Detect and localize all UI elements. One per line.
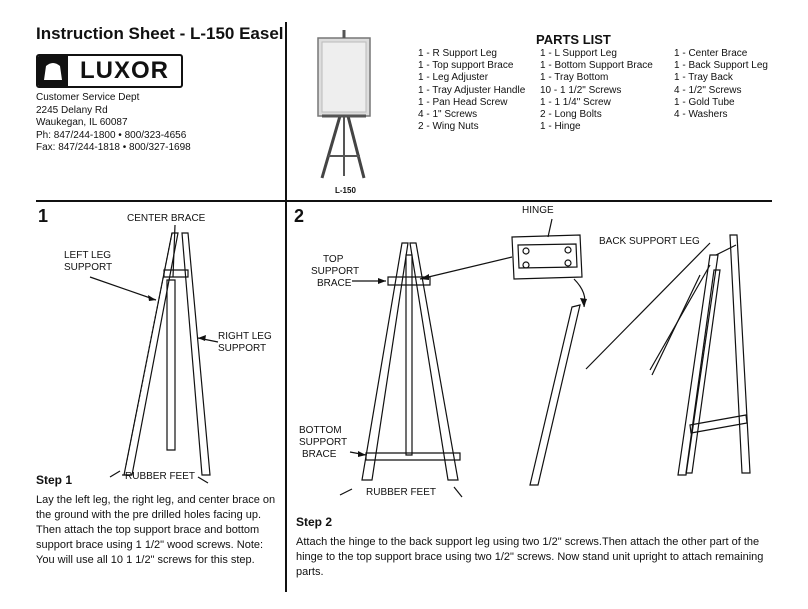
part-item: 1 - Pan Head Screw (418, 96, 508, 108)
part-item: 1 - Tray Adjuster Handle (418, 84, 526, 96)
luxor-logo (36, 54, 183, 88)
step1-label: Step 1 (36, 473, 73, 487)
vertical-divider (285, 22, 287, 592)
bottom-support-brace-label-3: BRACE (302, 449, 337, 460)
contact-line: Waukegan, IL 60087 (36, 117, 128, 129)
parts-row (418, 109, 774, 121)
part-item: 1 - Gold Tube (674, 96, 735, 108)
center-brace-label: CENTER BRACE (127, 213, 206, 224)
parts-row (418, 48, 774, 60)
part-item: 1 - Back Support Leg (674, 60, 768, 72)
part-item: 1 - Tray Bottom (540, 72, 609, 84)
right-leg-label: RIGHT LEG (218, 331, 272, 342)
right-leg-label-2: SUPPORT (218, 343, 267, 354)
contact-info (36, 92, 191, 155)
parts-row (418, 85, 774, 97)
parts-row (418, 97, 774, 109)
part-item: 4 - 1" Screws (418, 109, 478, 121)
easel-caption: L-150 (335, 186, 356, 195)
logo-text: LUXOR (80, 57, 169, 84)
step2-text: Attach the hinge to the back support leg using two 1/2" screws.Then attach the other part of the hinge to the top support brace using two 1/2" screws. Now stand unit upright to attach remaining parts. (296, 536, 764, 578)
part-item: 10 - 1 1/2" Screws (540, 84, 622, 96)
step2-number: 2 (294, 206, 305, 226)
part-item: 1 - Center Brace (674, 48, 748, 59)
part-item: 1 - L Support Leg (540, 48, 617, 59)
part-item: 4 - 1/2" Screws (674, 84, 742, 96)
part-item: 2 - Long Bolts (540, 109, 602, 121)
hinge-label: HINGE (522, 205, 554, 216)
rubber-feet-label-2: RUBBER FEET (366, 487, 437, 498)
part-item (674, 121, 774, 133)
contact-line: Fax: 847/244-1818 • 800/327-1698 (36, 142, 191, 154)
bottom-support-brace-label-2: SUPPORT (299, 437, 348, 448)
easel-photo (300, 28, 390, 188)
contact-line: 2245 Delany Rd (36, 104, 108, 116)
rubber-feet-label: RUBBER FEET (125, 471, 196, 482)
part-item: 1 - R Support Leg (418, 48, 497, 59)
step2-label: Step 2 (296, 515, 333, 529)
part-item: 2 - Wing Nuts (418, 121, 479, 133)
contact-line: Ph: 847/244-1800 • 800/323-4656 (36, 129, 187, 141)
parts-row (418, 72, 774, 84)
bottom-support-brace-label: BOTTOM (299, 425, 342, 436)
left-leg-label: LEFT LEG (64, 250, 112, 261)
part-item: 1 - Tray Back (674, 72, 733, 84)
step1-number: 1 (38, 206, 49, 226)
top-support-brace-label: TOP (323, 254, 344, 265)
step2-diagram (290, 215, 780, 500)
parts-list (418, 48, 774, 133)
sphinx-logo-icon (38, 56, 68, 86)
back-support-leg-label: BACK SUPPORT LEG (599, 236, 700, 247)
page-title: Instruction Sheet - L-150 Easel (36, 24, 284, 43)
parts-row (418, 121, 774, 133)
part-item: 1 - Leg Adjuster (418, 72, 489, 84)
horizontal-divider (36, 200, 772, 202)
top-support-brace-label-3: BRACE (317, 278, 352, 289)
part-item: 1 - 1 1/4" Screw (540, 96, 611, 108)
parts-row (418, 60, 774, 72)
left-leg-label-2: SUPPORT (64, 262, 113, 273)
part-item: 4 - Washers (674, 109, 728, 121)
parts-list-title: PARTS LIST (536, 32, 611, 47)
step1-text: Lay the left leg, the right leg, and center brace on the ground with the pre drilled holes facing up. Then attach the top support brace and bottom support brace using 1 1/2" wood screws. Note: You will use all 10 1 1/2" screws for this step. (36, 494, 276, 566)
part-item: 1 - Bottom Support Brace (540, 60, 653, 72)
part-item: 1 - Hinge (540, 121, 581, 133)
step1-diagram (60, 225, 285, 490)
top-support-brace-label-2: SUPPORT (311, 266, 360, 277)
contact-line: Customer Service Dept (36, 92, 140, 103)
part-item: 1 - Top support Brace (418, 60, 514, 72)
